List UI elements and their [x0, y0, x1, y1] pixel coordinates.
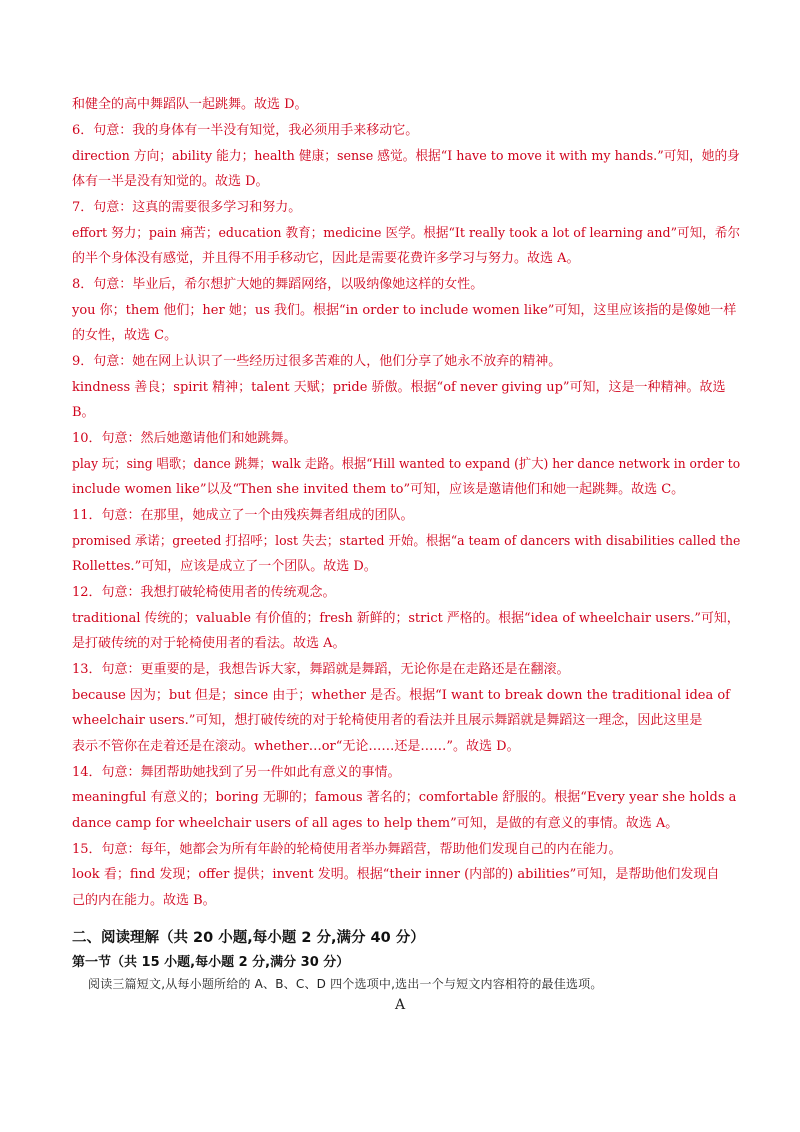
answer-line: direction 方向；ability 能力；health 健康；sense 感觉。根据“I have to move it with my hands.”可知，她的身 [72, 149, 740, 164]
answer-line: 的半个身体没有感觉，并且得不用手移动它，因此是需要花费许多学习与努力。故选 A。 [72, 251, 580, 266]
answer-line: wheelchair users.”可知，想打破传统的对于轮椅使用者的看法并且展示舞蹈就是舞蹈这一理念，因此这里是 [72, 713, 703, 728]
answer-line: 9．句意：她在网上认识了一些经历过很多苦难的人，他们分享了她永不放弃的精神。 [72, 354, 562, 369]
answer-line: include women like”以及“Then she invited them to”可知，应该是邀请他们和她一起跳舞。故选 C。 [72, 482, 685, 497]
answer-line: dance camp for wheelchair users of all ages to help them”可知，是做的有意义的事情。故选 A。 [72, 816, 679, 831]
answer-line: 15．句意：每年，她都会为所有年龄的轮椅使用者举办舞蹈营，帮助他们发现自己的内在能力。 [72, 842, 622, 857]
answer-line: 7．句意：这真的需要很多学习和努力。 [72, 200, 302, 215]
answer-line: 11．句意：在那里，她成立了一个由残疾舞者组成的团队。 [72, 508, 414, 523]
answer-line: 是打破传统的对于轮椅使用者的看法。故选 A。 [72, 636, 346, 651]
answer-line: promised 承诺；greeted 打招呼；lost 失去；started 开始。根据“a team of dancers with disabilities called the [72, 534, 741, 549]
answer-line: traditional 传统的；valuable 有价值的；fresh 新鲜的；strict 严格的。根据“idea of wheelchair users.”可知， [72, 611, 740, 626]
answer-line: effort 努力；pain 痛苦；education 教育；medicine 医学。根据“It really took a lot of learning and”可知，希尔 [72, 226, 741, 241]
answer-line: 8．句意：毕业后，希尔想扩大她的舞蹈网络，以吸纳像她这样的女性。 [72, 277, 484, 292]
answer-line: meaningful 有意义的；boring 无聊的；famous 著名的；comfortable 舒服的。根据“Every year she holds a [72, 790, 737, 805]
answer-line: 己的内在能力。故选 B。 [72, 893, 216, 908]
answer-line: B。 [72, 405, 95, 420]
passage-label: A [394, 997, 406, 1013]
answer-line: 10．句意：然后她邀请他们和她跳舞。 [72, 431, 297, 446]
answer-line: 的女性，故选 C。 [72, 328, 178, 343]
answer-line: 12．句意：我想打破轮椅使用者的传统观念。 [72, 585, 336, 600]
answer-line: Rollettes.”可知，应该是成立了一个团队。故选 D。 [72, 559, 377, 574]
answer-line: you 你；them 他们；her 她；us 我们。根据“in order to include women like”可知，这里应该指的是像她一样 [72, 303, 737, 318]
subsection-title: 第一节（共 15 小题,每小题 2 分,满分 30 分） [72, 955, 350, 970]
answer-line: play 玩；sing 唱歌；dance 跳舞；walk 走路。根据“Hill wanted to expand (扩大) her dance network in order to [72, 457, 741, 472]
answer-line: 6．句意：我的身体有一半没有知觉，我必须用手来移动它。 [72, 123, 419, 138]
answer-line: 和健全的高中舞蹈队一起跳舞。故选 D。 [72, 97, 308, 112]
answer-line: 体有一半是没有知觉的。故选 D。 [72, 174, 269, 189]
section-title: 二、阅读理解（共 20 小题,每小题 2 分,满分 40 分） [72, 930, 425, 946]
answer-line: look 看；find 发现；offer 提供；invent 发明。根据“their inner (内部的) abilities”可知，是帮助他们发现自 [72, 867, 720, 882]
answer-line: because 因为；but 但是；since 由于；whether 是否。根据“I want to break down the traditional idea of [72, 688, 730, 703]
answer-line: 13．句意：更重要的是，我想告诉大家，舞蹈就是舞蹈，无论你是在走路还是在翻滚。 [72, 662, 570, 677]
answer-line: 表示不管你在走着还是在滚动。whether…or“无论……还是……”。故选 D。 [72, 739, 520, 754]
instruction-text: 阅读三篇短文,从每小题所给的 A、B、C、D 四个选项中,选出一个与短文内容相符的最佳选项。 [88, 977, 603, 991]
answer-line: kindness 善良；spirit 精神；talent 天赋；pride 骄傲。根据“of never giving up”可知，这是一种精神。故选 [72, 380, 726, 395]
answer-line: 14．句意：舞团帮助她找到了另一件如此有意义的事情。 [72, 765, 401, 780]
